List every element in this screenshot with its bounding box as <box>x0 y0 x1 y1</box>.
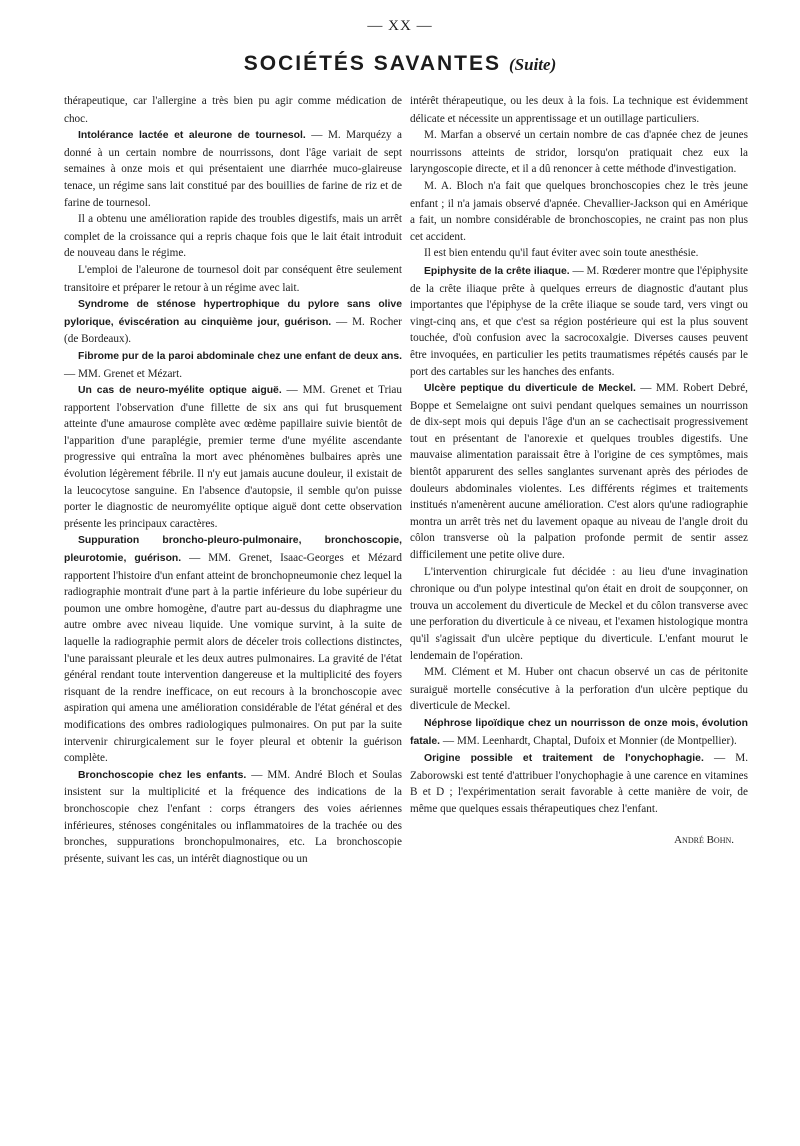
paragraph-text: — MM. Grenet et Mézart. <box>64 367 183 380</box>
paragraph-text: — M. Rocher (de Bordeaux). <box>64 315 402 346</box>
paragraph-lead: Syndrome de sténose hypertrophique du pylore sans olive pylorique, éviscération au cinquième jour, guérison. <box>64 299 402 328</box>
page-number: — XX — <box>367 18 433 34</box>
left-column <box>64 93 402 867</box>
paragraph-text: — M. Rœderer montre que l'épiphysite de la crête iliaque prête à quelques erreurs de diagnostic d'autant plus importantes que l'épiphyse de la crête iliaque se soude tard, vers vingt ou vingt-cinq ans, et que c'est sa région postérieure qui est la plus souvent touchée, d'où confusion avec la sacrocoxalgie. Diverses causes peuvent être invoquées, en particulier les petits traumatismes répétés causés par le port des cartables sur les hanches des enfants. <box>410 264 748 378</box>
paragraph-lead: Un cas de neuro-myélite optique aiguë. <box>78 385 282 397</box>
paragraph <box>64 127 402 211</box>
paragraph-text: L'emploi de l'aleurone de tournesol doit par conséquent être seulement transitoire et préparer le retour à un régime avec lait. <box>64 263 402 294</box>
right-column <box>410 93 748 848</box>
paragraph <box>410 380 748 564</box>
paragraph-text: M. Marfan a observé un certain nombre de cas d'apnée chez de jeunes nourrissons atteints de stridor, lorsqu'on pratiquait chez eux la laryngoscopie directe, et il a dû renoncer à cette méthode d'investigation. <box>410 129 748 176</box>
paragraph-text: Il a obtenu une amélioration rapide des troubles digestifs, mais un arrêt complet de la croissance qui a repris chaque fois que le lait était introduit de nouveau dans le régime. <box>64 213 402 260</box>
paragraph-text: MM. Clément et M. Huber ont chacun observé un cas de péritonite suraiguë mortelle consécutive à la perforation d'un ulcère peptique du diverticule de Meckel. <box>410 666 748 713</box>
paragraph <box>410 245 748 263</box>
paragraph <box>64 767 402 868</box>
paragraph <box>410 178 748 245</box>
paragraph-lead: Epiphysite de la crête iliaque. <box>424 265 570 277</box>
paragraph <box>410 263 748 380</box>
paragraph-lead: Intolérance lactée et aleurone de tournesol. <box>78 130 306 142</box>
paragraph <box>410 664 748 715</box>
paragraph <box>64 211 402 262</box>
paragraph-text: — MM. Grenet et Triau rapportent l'observation d'une fillette de six ans qui fut brusquement atteinte d'une amaurose complète avec œdème papillaire suivie bientôt de l'apparition d'une paraplégie, premier terme d'une myélite ascendante progressive qui entraîna la mort avec phénomènes bulbaires après une évolution légèrement fébrile. Il n'y eut jamais aucune douleur, il existait de la leucocytose sanguine. En l'absence d'autopsie, il semble qu'on puisse porter le diagnostic de neuromyélite optique aiguë dont cette observation présente les principaux caractères. <box>64 384 402 530</box>
paragraph-lead: Ulcère peptique du diverticule de Meckel. <box>424 383 636 395</box>
section-title-suite: (Suite) <box>509 55 557 74</box>
paragraph-text: — MM. André Bloch et Soulas insistent sur la multiplicité et la fréquence des indications de la bronchoscopie chez l'enfant : corps étrangers des voies aériennes inférieures, sténoses congénitales ou inflammatoires de la trachée ou des bronches, suppurations bronchopulmonaires, etc. La bronchoscopie présente, suivant les cas, un intérêt diagnostique ou un <box>64 768 402 865</box>
paragraph-text: intérêt thérapeutique, ou les deux à la fois. La technique est évidemment délicate et nécessite un apprentissage et un outillage particuliers. <box>410 95 748 125</box>
paragraph <box>64 262 402 296</box>
author-signature: André Bohn. <box>674 833 734 846</box>
paragraph <box>64 382 402 532</box>
section-title <box>0 52 800 76</box>
paragraph-text: — M. Zaborowski est tenté d'attribuer l'onychophagie à une carence en vitamines B et D ; l'expérimentation serait favorable à cette manière de voir, de même que quelques essais thérapeutiques chez l'enfant. <box>410 752 748 815</box>
paragraph-lead: Néphrose lipoïdique chez un nourrisson de onze mois, évolution fatale. <box>410 717 748 747</box>
paragraph-text: Il est bien entendu qu'il faut éviter avec soin toute anesthésie. <box>424 247 699 260</box>
paragraph <box>64 296 402 348</box>
paragraph <box>64 348 402 382</box>
paragraph-text: — MM. Grenet, Isaac-Georges et Mézard rapportent l'histoire d'un enfant atteint de bronchopneumonie chez lequel la radiographie montrait d'une part à la partie inférieure du lobe supérieur du poumon une ombre homogène, d'autre part au-dessus du diaphragme une autre ombre avec niveau liquide. Une vomique survint, à la suite de laquelle la radiographie permit alors de déceler trois collections distinctes, l'une paraissant pleurale et les deux autres pulmonaires. La gravité de l'état général rendant toute intervention dangereuse et la multiplicité des foyers risquant de la rendre inefficace, on eut recours à la bronchoscopie avec aspiration qui amena une amélioration considérable de l'état général et des modifications des ombres radiologiques pulmonaires. On put par la suite intervenir chirurgicalement sur le foyer pleural et obtenir la guérison complète. <box>64 552 402 765</box>
paragraph-text: — MM. Leenhardt, Chaptal, Dufoix et Monnier (de Montpellier). <box>440 734 737 747</box>
paragraph-lead: Fibrome pur de la paroi abdominale chez une enfant de deux ans. <box>78 350 402 362</box>
paragraph-lead: Bronchoscopie chez les enfants. <box>78 769 247 781</box>
paragraph-lead: Suppuration broncho-pleuro-pulmonaire, bronchoscopie, pleurotomie, guérison. <box>64 535 402 565</box>
paragraph <box>64 93 402 127</box>
paragraph <box>410 564 748 665</box>
paragraph-text: M. A. Bloch n'a fait que quelques bronchoscopies chez le très jeune enfant ; il n'a jamais observé d'apnée. Chevallier-Jackson qui en Amérique a fait, un nombre considérable de bronchoscopies, ne craint pas non plus cet accident. <box>410 179 748 243</box>
paragraph-text: L'intervention chirurgicale fut décidée : au lieu d'une invagination chronique ou d'un polype intestinal qu'on était en droit de soupçonner, on trouva un accolement du diverticule de Meckel et du côlon transverse avec une perforation du diverticule à ce niveau, et l'examen histologique montra qu'il s'agissait d'un ulcère peptique du diverticule. L'enfant mourut le lendemain de l'opération. <box>410 565 748 662</box>
paragraph <box>64 532 402 766</box>
paragraph-lead: Origine possible et traitement de l'onychophagie. <box>424 753 704 765</box>
paragraph <box>410 750 748 817</box>
paragraph-text: — MM. Robert Debré, Boppe et Semelaigne ont suivi pendant quelques semaines un nourrisson de dix-sept mois qui depuis l'âge d'un an se cachectisait progressivement tout en présentant de l'anorexie et quelques troubles digestifs. Une mauvaise alimentation paraissait être à l'origine de ces symptômes, mais bientôt apparurent des selles sanglantes survenant après des périodes de douleurs abdominales violentes. Les différents régimes et traitements institués n'amenèrent aucune amélioration. C'est alors qu'une radiographie montra un arrêt très net du lavement opaque au niveau de l'angle droit du côlon transverse où la palpation profonde permit de sentir assez difficilement une petite olive dure. <box>410 382 748 562</box>
paragraph <box>410 715 748 750</box>
paragraph <box>410 127 748 178</box>
paragraph-text: — M. Marquézy a donné à un certain nombre de nourrissons, dont l'âge variait de sept semaines à onze mois et qui présentaient une diarrhée muco-glaireuse tenace, un régime sans lait constitué par des bouillies de farine de riz et de farine de tournesol. <box>64 129 402 209</box>
paragraph <box>410 93 748 127</box>
section-title-main: SOCIÉTÉS SAVANTES <box>243 52 502 75</box>
paragraph-text: thérapeutique, car l'allergine a très bien pu agir comme médication de choc. <box>64 95 402 125</box>
